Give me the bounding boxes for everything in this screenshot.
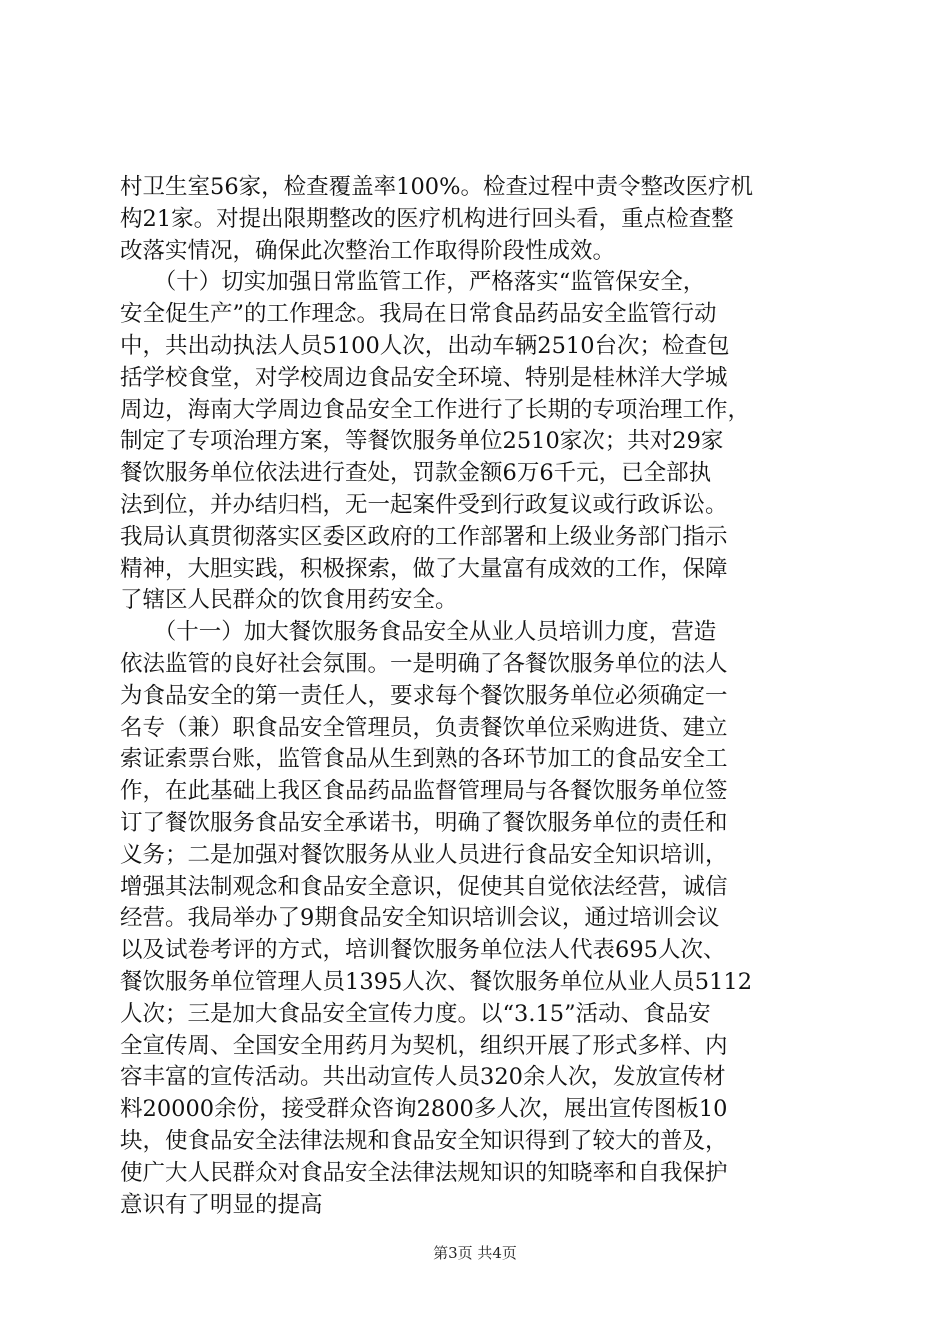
text-line: 依法监管的良好社会氛围。一是明确了各餐饮服务单位的法人	[120, 650, 728, 677]
text-line: 法到位，并办结归档，无一起案件受到行政复议或行政诉讼。	[120, 491, 728, 518]
text-line: 意识有了明显的提高	[120, 1191, 323, 1218]
text-line: 制定了专项治理方案，等餐饮服务单位2510家次；共对29家	[120, 428, 724, 455]
text-line: （十）切实加强日常监管工作，严格落实“监管保安全，	[120, 269, 706, 296]
text-line: 括学校食堂，对学校周边食品安全环境、特别是桂林洋大学城	[120, 364, 728, 391]
text-line: 使广大人民群众对食品安全法律法规知识的知晓率和自我保护	[120, 1159, 728, 1186]
text-line: 构21家。对提出限期整改的医疗机构进行回头看，重点检查整	[120, 205, 734, 232]
text-line: 增强其法制观念和食品安全意识，促使其自觉依法经营，诚信	[120, 873, 728, 900]
text-line: 改落实情况，确保此次整治工作取得阶段性成效。	[120, 237, 616, 264]
text-line: 中，共出动执法人员5100人次，出动车辆2510台次；检查包	[120, 332, 730, 359]
text-line: 了辖区人民群众的饮食用药安全。	[120, 587, 458, 614]
text-line: 全宣传周、全国安全用药月为契机，组织开展了形式多样、内	[120, 1032, 728, 1059]
text-line: 名专（兼）职食品安全管理员，负责餐饮单位采购进货、建立	[120, 714, 728, 741]
page-footer: 第3页 共4页	[433, 1244, 517, 1262]
text-line: 我局认真贯彻落实区委区政府的工作部署和上级业务部门指示	[120, 523, 728, 550]
text-line: （十一）加大餐饮服务食品安全从业人员培训力度，营造	[120, 619, 717, 646]
text-line: 索证索票台账，监管食品从生到熟的各环节加工的食品安全工	[120, 746, 728, 773]
text-line: 义务；二是加强对餐饮服务从业人员进行食品安全知识培训，	[120, 841, 728, 868]
body-text	[120, 172, 842, 1221]
text-line: 以及试卷考评的方式，培训餐饮服务单位法人代表695人次、	[120, 937, 726, 964]
text-line: 精神，大胆实践，积极探索，做了大量富有成效的工作，保障	[120, 555, 728, 582]
text-line: 块，使食品安全法律法规和食品安全知识得到了较大的普及，	[120, 1127, 728, 1154]
text-line: 餐饮服务单位管理人员1395人次、餐饮服务单位从业人员5112	[120, 968, 753, 995]
text-line: 周边，海南大学周边食品安全工作进行了长期的专项治理工作，	[120, 396, 751, 423]
text-line: 村卫生室56家，检查覆盖率100%。检查过程中责令整改医疗机	[120, 174, 753, 200]
text-line: 容丰富的宣传活动。共出动宣传人员320余人次，发放宣传材	[120, 1064, 726, 1091]
text-line: 人次；三是加大食品安全宣传力度。以“3.15”活动、食品安	[120, 1000, 711, 1027]
text-line: 经营。我局举办了9期食品安全知识培训会议，通过培训会议	[120, 905, 720, 932]
text-line: 餐饮服务单位依法进行查处，罚款金额6万6千元，已全部执	[120, 460, 712, 487]
text-line: 订了餐饮服务食品安全承诺书，明确了餐饮服务单位的责任和	[120, 809, 728, 836]
text-line: 作，在此基础上我区食品药品监督管理局与各餐饮服务单位签	[120, 778, 728, 805]
text-line: 为食品安全的第一责任人，要求每个餐饮服务单位必须确定一	[120, 682, 728, 709]
text-line: 安全促生产”的工作理念。我局在日常食品药品安全监管行动	[120, 301, 717, 328]
text-line: 料20000余份，接受群众咨询2800多人次，展出宣传图板10	[120, 1096, 728, 1123]
